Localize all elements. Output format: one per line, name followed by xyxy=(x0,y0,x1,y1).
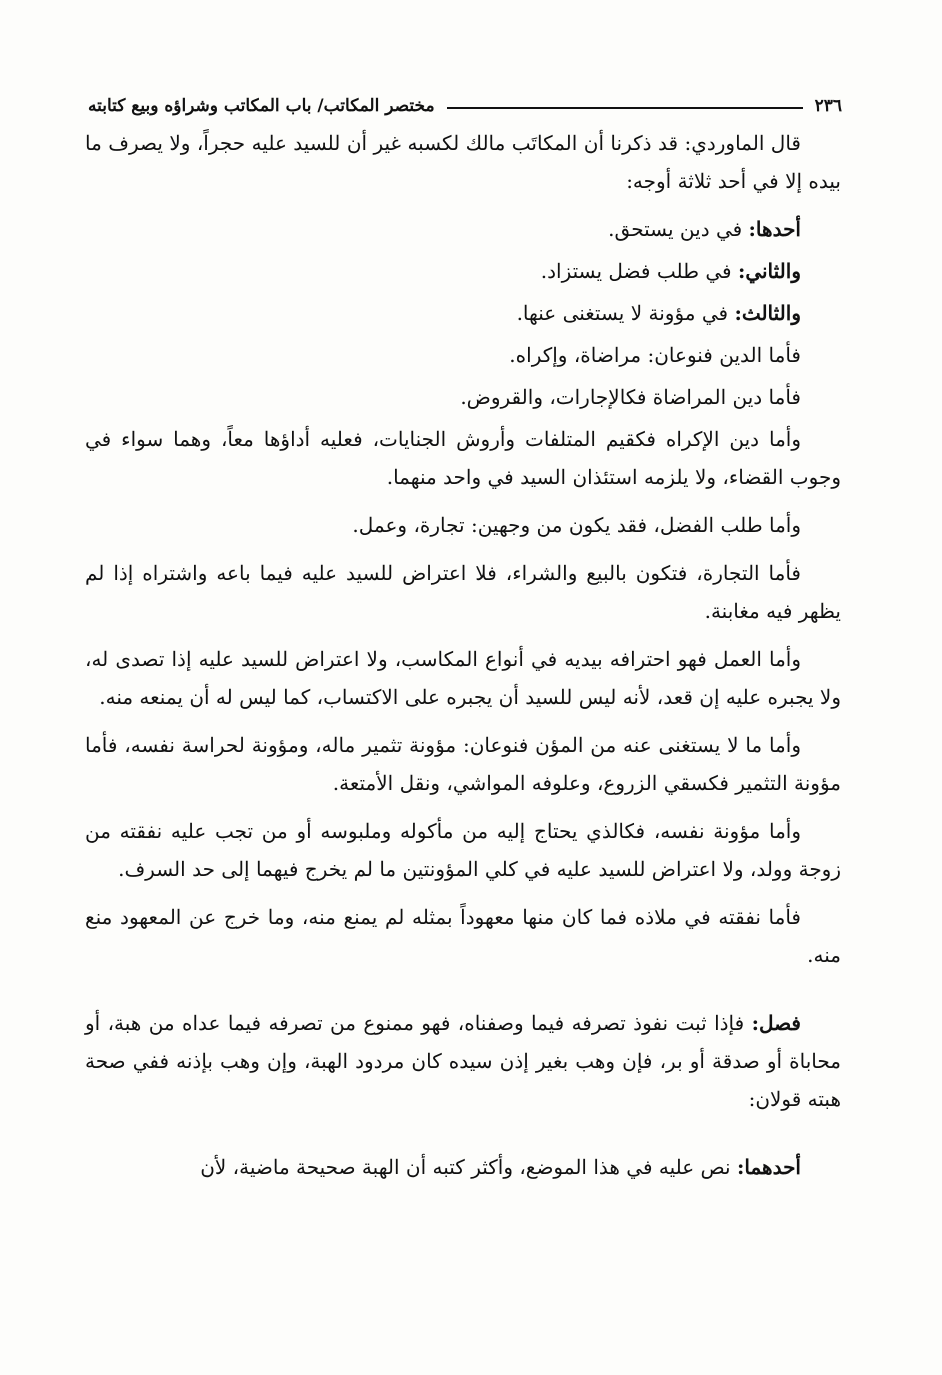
paragraph-text: وأما مؤونة نفسه، فكالذي يحتاج إليه من مأكوله وملبوسه أو من تجب عليه نفقته من زوجة وولد، ولا اعتراض للسيد عليه في كلي المؤونتين ما لم يخرج فيهما إلى حد السرف. xyxy=(85,819,841,881)
paragraph-intro xyxy=(85,124,841,200)
running-title: مختصر المكاتب/ باب المكاتب وشراؤه وبيع كتابته xyxy=(88,96,435,116)
paragraph-text: فأما دين المراضاة فكالإجارات، والقروض. xyxy=(460,385,801,409)
paragraph-compelled-debt xyxy=(85,420,841,496)
paragraph-section xyxy=(85,1004,841,1118)
paragraph-text: في دين يستحق. xyxy=(608,217,749,241)
paragraph-text: فأما الدين فنوعان: مراضاة، وإكراه. xyxy=(509,343,801,367)
paragraph-personal-costs xyxy=(85,812,841,888)
paragraph-text: وأما ما لا يستغنى عنه من المؤن فنوعان: مؤونة تثمير ماله، ومؤونة لحراسة نفسه، فأما مؤونة التثمير فكسقي الزروع، وعلوفه المواشي، ونقل الأمتعة. xyxy=(85,733,841,795)
paragraph-lead: أحدهما: xyxy=(736,1155,801,1179)
paragraph-second-aspect xyxy=(85,252,841,290)
paragraph-text: فأما نفقته في ملاذه فما كان منها معهوداً بمثله لم يمنع منه، وما خرج عن المعهود منع منه. xyxy=(85,905,841,967)
paragraph-text: وأما دين الإكراه فكقيم المتلفات وأروش الجنايات، فعليه أداؤها معاً، وهما سواء في وجوب القضاء، ولا يلزمه استئذان السيد في واحد منهما. xyxy=(85,427,841,489)
paragraph-work xyxy=(85,640,841,716)
paragraph-text: فإذا ثبت نفوذ تصرفه فيما وصفناه، فهو ممنوع من تصرفه فيما عداه من هبة، أو محاباة أو صدقة أو بر، فإن وهب بغير إذن سيده كان مردود الهبة، وإن وهب بإذنه ففي صحة هبته قولان: xyxy=(85,1011,841,1111)
paragraph-necessary-costs xyxy=(85,726,841,802)
paragraph-text: وأما العمل فهو احترافه بيديه في أنواع المكاسب، ولا اعتراض للسيد عليه إذا تصدى له، ولا يجبره عليه إن قعد، لأنه ليس للسيد أن يجبره على الاكتساب، كما ليس له أن يمنعه منه. xyxy=(85,647,841,709)
running-head xyxy=(88,88,842,116)
paragraph-lead: والثاني: xyxy=(737,259,801,283)
paragraph-trade xyxy=(85,554,841,630)
paragraph-consensual-debt xyxy=(85,378,841,416)
paragraph-third-aspect xyxy=(85,294,841,332)
paragraph-text: فأما التجارة، فتكون بالبيع والشراء، فلا اعتراض للسيد عليه فيما باعه واشتراه إذا لم يظهر فيه مغابنة. xyxy=(85,561,841,623)
page-number: ٢٣٦ xyxy=(814,96,842,116)
paragraph-lead: والثالث: xyxy=(734,301,801,325)
paragraph-lead: فصل: xyxy=(751,1011,801,1035)
paragraph-text: وأما طلب الفضل، فقد يكون من وجهين: تجارة، وعمل. xyxy=(352,513,801,537)
header-rule xyxy=(447,107,803,109)
body-text xyxy=(85,124,841,1196)
paragraph-debt-types xyxy=(85,336,841,374)
paragraph-text: نص عليه في هذا الموضع، وأكثر كتبه أن الهبة صحيحة ماضية، لأن xyxy=(200,1155,737,1179)
paragraph-lead: أحدها: xyxy=(748,217,801,241)
paragraph-text: قال الماوردي: قد ذكرنا أن المكاتَب مالك لكسبه غير أن للسيد عليه حجراً، ولا يصرف ما بيده إلا في أحد ثلاثة أوجه: xyxy=(85,131,841,193)
paragraph-first-opinion xyxy=(85,1148,841,1186)
paragraph-text: في مؤونة لا يستغنى عنها. xyxy=(516,301,735,325)
paragraph-first-aspect xyxy=(85,210,841,248)
paragraph-text: في طلب فضل يستزاد. xyxy=(540,259,738,283)
paragraph-pleasures xyxy=(85,898,841,974)
paragraph-seeking-gain xyxy=(85,506,841,544)
